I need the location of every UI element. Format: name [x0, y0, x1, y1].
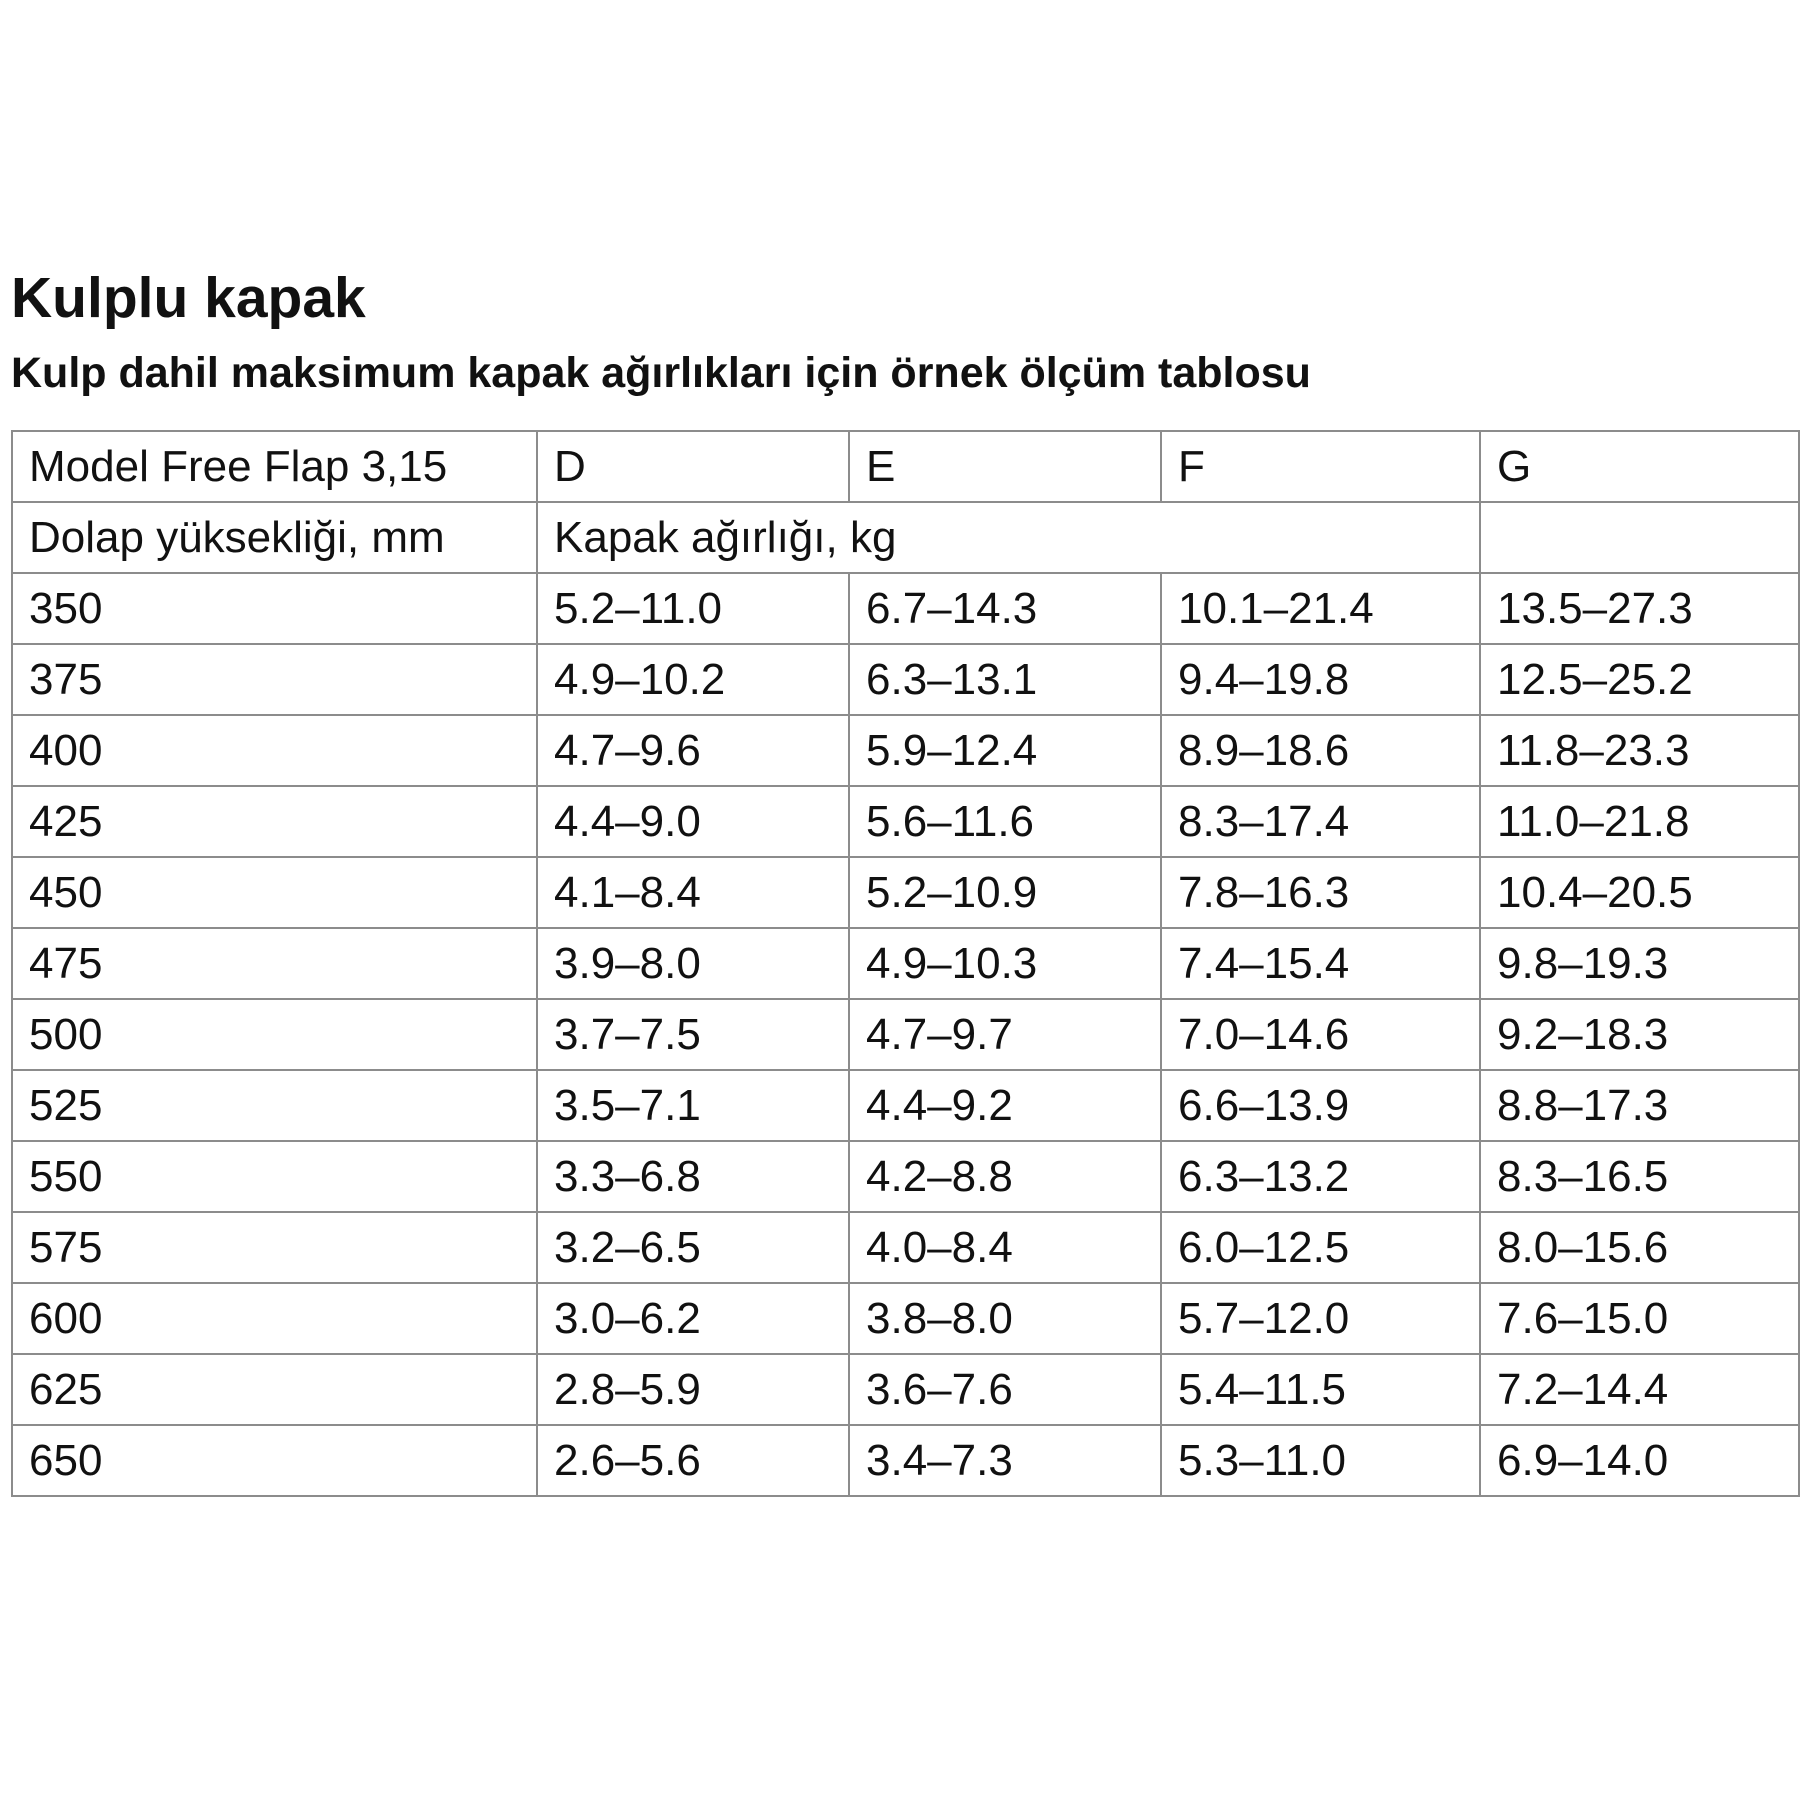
- cell-f: 8.9–18.6: [1161, 715, 1480, 786]
- cell-d: 4.7–9.6: [537, 715, 849, 786]
- cell-f: 6.6–13.9: [1161, 1070, 1480, 1141]
- table-row: [12, 715, 1799, 786]
- subheader-row: [12, 502, 1799, 573]
- subheader-cell-empty: [1480, 502, 1799, 573]
- table-body: [12, 431, 1799, 1496]
- cell-d: 3.2–6.5: [537, 1212, 849, 1283]
- table-row: [12, 1070, 1799, 1141]
- header-cell-g: G: [1480, 431, 1799, 502]
- cell-e: 4.9–10.3: [849, 928, 1161, 999]
- cell-e: 4.7–9.7: [849, 999, 1161, 1070]
- table-row: [12, 786, 1799, 857]
- cell-e: 6.3–13.1: [849, 644, 1161, 715]
- table-row: [12, 1425, 1799, 1496]
- table-row: [12, 928, 1799, 999]
- cell-d: 3.3–6.8: [537, 1141, 849, 1212]
- cell-f: 5.4–11.5: [1161, 1354, 1480, 1425]
- cell-height: 575: [12, 1212, 537, 1283]
- cell-f: 9.4–19.8: [1161, 644, 1480, 715]
- cell-d: 4.4–9.0: [537, 786, 849, 857]
- cell-f: 6.3–13.2: [1161, 1141, 1480, 1212]
- cell-f: 6.0–12.5: [1161, 1212, 1480, 1283]
- header-cell-f: F: [1161, 431, 1480, 502]
- table-row: [12, 573, 1799, 644]
- cell-d: 3.5–7.1: [537, 1070, 849, 1141]
- cell-f: 7.0–14.6: [1161, 999, 1480, 1070]
- cell-e: 5.9–12.4: [849, 715, 1161, 786]
- table-row: [12, 999, 1799, 1070]
- cell-height: 600: [12, 1283, 537, 1354]
- table-row: [12, 1141, 1799, 1212]
- cell-f: 5.3–11.0: [1161, 1425, 1480, 1496]
- cell-e: 3.8–8.0: [849, 1283, 1161, 1354]
- cell-d: 3.9–8.0: [537, 928, 849, 999]
- cell-height: 375: [12, 644, 537, 715]
- subheader-cell-weight: Kapak ağırlığı, kg: [537, 502, 1480, 573]
- cell-e: 3.6–7.6: [849, 1354, 1161, 1425]
- cell-g: 10.4–20.5: [1480, 857, 1799, 928]
- cell-g: 11.0–21.8: [1480, 786, 1799, 857]
- cell-g: 11.8–23.3: [1480, 715, 1799, 786]
- cell-f: 5.7–12.0: [1161, 1283, 1480, 1354]
- cell-e: 4.4–9.2: [849, 1070, 1161, 1141]
- subheader-cell-height: Dolap yüksekliği, mm: [12, 502, 537, 573]
- cell-d: 4.1–8.4: [537, 857, 849, 928]
- header-cell-model: Model Free Flap 3,15: [12, 431, 537, 502]
- table-row: [12, 1283, 1799, 1354]
- header-cell-d: D: [537, 431, 849, 502]
- cell-g: 7.6–15.0: [1480, 1283, 1799, 1354]
- cell-height: 450: [12, 857, 537, 928]
- table-row: [12, 1354, 1799, 1425]
- cell-e: 6.7–14.3: [849, 573, 1161, 644]
- header-row: [12, 431, 1799, 502]
- cell-height: 525: [12, 1070, 537, 1141]
- cell-height: 550: [12, 1141, 537, 1212]
- cell-e: 5.2–10.9: [849, 857, 1161, 928]
- cell-f: 10.1–21.4: [1161, 573, 1480, 644]
- cell-height: 650: [12, 1425, 537, 1496]
- cell-d: 2.8–5.9: [537, 1354, 849, 1425]
- cell-height: 500: [12, 999, 537, 1070]
- cell-height: 425: [12, 786, 537, 857]
- cell-d: 5.2–11.0: [537, 573, 849, 644]
- cell-g: 13.5–27.3: [1480, 573, 1799, 644]
- table-row: [12, 857, 1799, 928]
- cell-e: 3.4–7.3: [849, 1425, 1161, 1496]
- cell-e: 5.6–11.6: [849, 786, 1161, 857]
- cell-f: 7.8–16.3: [1161, 857, 1480, 928]
- table-row: [12, 1212, 1799, 1283]
- cell-g: 8.8–17.3: [1480, 1070, 1799, 1141]
- cell-d: 4.9–10.2: [537, 644, 849, 715]
- cell-d: 3.0–6.2: [537, 1283, 849, 1354]
- cell-g: 8.3–16.5: [1480, 1141, 1799, 1212]
- cell-e: 4.0–8.4: [849, 1212, 1161, 1283]
- page-title: Kulplu kapak: [11, 266, 366, 330]
- cell-height: 350: [12, 573, 537, 644]
- cell-d: 3.7–7.5: [537, 999, 849, 1070]
- cell-g: 9.2–18.3: [1480, 999, 1799, 1070]
- cell-f: 7.4–15.4: [1161, 928, 1480, 999]
- cell-g: 7.2–14.4: [1480, 1354, 1799, 1425]
- cell-g: 6.9–14.0: [1480, 1425, 1799, 1496]
- weight-table: [11, 430, 1800, 1497]
- page-subtitle: Kulp dahil maksimum kapak ağırlıkları için örnek ölçüm tablosu: [11, 349, 1311, 397]
- cell-f: 8.3–17.4: [1161, 786, 1480, 857]
- cell-e: 4.2–8.8: [849, 1141, 1161, 1212]
- cell-height: 400: [12, 715, 537, 786]
- cell-height: 625: [12, 1354, 537, 1425]
- cell-g: 9.8–19.3: [1480, 928, 1799, 999]
- cell-height: 475: [12, 928, 537, 999]
- cell-g: 8.0–15.6: [1480, 1212, 1799, 1283]
- cell-d: 2.6–5.6: [537, 1425, 849, 1496]
- table-row: [12, 644, 1799, 715]
- header-cell-e: E: [849, 431, 1161, 502]
- cell-g: 12.5–25.2: [1480, 644, 1799, 715]
